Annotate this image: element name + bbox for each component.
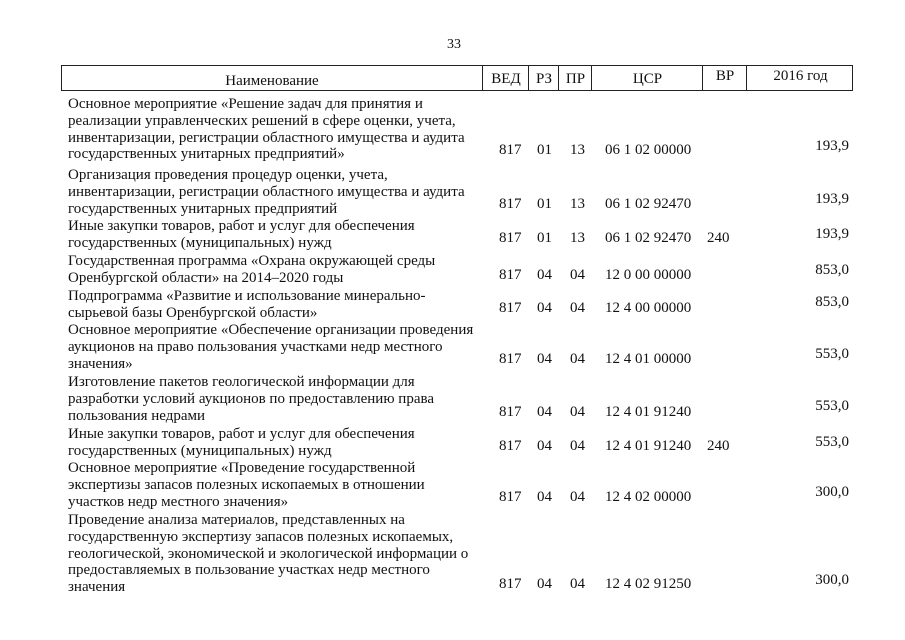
row-rz: 04 — [537, 438, 552, 454]
row-csr: 12 0 00 00000 — [605, 267, 692, 283]
row-amount: 553,0 — [815, 398, 849, 414]
row-pr: 13 — [570, 142, 585, 158]
row-pr: 13 — [570, 196, 585, 212]
row-name: Проведение анализа материалов, представленных на государственную экспертизу запасов полезных ископаемых, геологической, экономической и экологической информации о предоставляемых в пользование участках недр местного значения — [68, 512, 469, 596]
header-name: Наименование — [225, 73, 319, 89]
row-ved: 817 — [499, 142, 522, 158]
row-csr: 06 1 02 00000 — [605, 142, 692, 158]
row-amount: 193,9 — [815, 226, 849, 242]
row-rz: 01 — [537, 196, 552, 212]
row-pr: 04 — [570, 576, 585, 592]
row-pr: 04 — [570, 438, 585, 454]
row-ved: 817 — [499, 576, 522, 592]
row-amount: 193,9 — [815, 191, 849, 207]
row-name: Государственная программа «Охрана окружающей среды Оренбургской области» на 2014–2020 годы — [68, 253, 436, 286]
row-pr: 04 — [570, 489, 585, 505]
row-ved: 817 — [499, 300, 522, 316]
row-ved: 817 — [499, 351, 522, 367]
row-csr: 12 4 01 91240 — [605, 438, 692, 454]
row-name: Подпрограмма «Развитие и использование минерально- сырьевой базы Оренбургской области» — [68, 288, 426, 321]
row-ved: 817 — [499, 404, 522, 420]
row-csr: 12 4 01 00000 — [605, 351, 692, 367]
row-amount: 553,0 — [815, 434, 849, 450]
header-rz: РЗ — [528, 66, 559, 90]
row-rz: 04 — [537, 300, 552, 316]
table-header — [61, 65, 853, 91]
row-name: Иные закупки товаров, работ и услуг для обеспечения государственных (муниципальных) нужд — [68, 218, 415, 251]
row-amount: 853,0 — [815, 262, 849, 278]
row-csr: 12 4 00 00000 — [605, 300, 692, 316]
row-name: Основное мероприятие «Решение задач для принятия и реализации управленческих решений в сфере оценки, учета, инвентаризации, регистрации областного имущества и аудита государственных унитарных предприятий» — [68, 96, 465, 163]
row-amount: 853,0 — [815, 294, 849, 310]
row-vr: 240 — [707, 438, 730, 454]
row-csr: 12 4 02 00000 — [605, 489, 692, 505]
header-year: 2016 год — [746, 66, 854, 90]
row-csr: 12 4 02 91250 — [605, 576, 692, 592]
row-csr: 06 1 02 92470 — [605, 230, 692, 246]
row-rz: 04 — [537, 404, 552, 420]
row-vr: 240 — [707, 230, 730, 246]
row-csr: 12 4 01 91240 — [605, 404, 692, 420]
row-ved: 817 — [499, 196, 522, 212]
row-name: Изготовление пакетов геологической информации для разработки условий аукционов по предоставлению права пользования недрами — [68, 374, 435, 424]
header-ved: ВЕД — [482, 66, 529, 90]
row-amount: 300,0 — [815, 572, 849, 588]
row-name: Основное мероприятие «Проведение государственной экспертизы запасов полезных ископаемых в отношении участков недр местного значения» — [68, 460, 425, 510]
page-number: 33 — [447, 37, 461, 52]
row-rz: 04 — [537, 351, 552, 367]
row-amount: 553,0 — [815, 346, 849, 362]
row-amount: 300,0 — [815, 484, 849, 500]
header-csr: ЦСР — [591, 66, 703, 90]
row-pr: 04 — [570, 267, 585, 283]
row-ved: 817 — [499, 230, 522, 246]
row-rz: 04 — [537, 576, 552, 592]
header-pr: ПР — [558, 66, 592, 90]
row-pr: 13 — [570, 230, 585, 246]
row-pr: 04 — [570, 300, 585, 316]
row-rz: 04 — [537, 267, 552, 283]
row-pr: 04 — [570, 351, 585, 367]
row-rz: 04 — [537, 489, 552, 505]
row-name: Иные закупки товаров, работ и услуг для обеспечения государственных (муниципальных) нужд — [68, 426, 415, 459]
header-vr: ВР — [702, 66, 747, 90]
row-ved: 817 — [499, 438, 522, 454]
row-ved: 817 — [499, 489, 522, 505]
row-amount: 193,9 — [815, 138, 849, 154]
row-csr: 06 1 02 92470 — [605, 196, 692, 212]
row-name: Организация проведения процедур оценки, учета, инвентаризации, регистрации областного имущества и аудита государственных унитарных предприятий — [68, 167, 465, 217]
row-pr: 04 — [570, 404, 585, 420]
row-name: Основное мероприятие «Обеспечение организации проведения аукционов на право пользования участками недр местного значения» — [68, 322, 474, 372]
row-ved: 817 — [499, 267, 522, 283]
row-rz: 01 — [537, 230, 552, 246]
row-rz: 01 — [537, 142, 552, 158]
